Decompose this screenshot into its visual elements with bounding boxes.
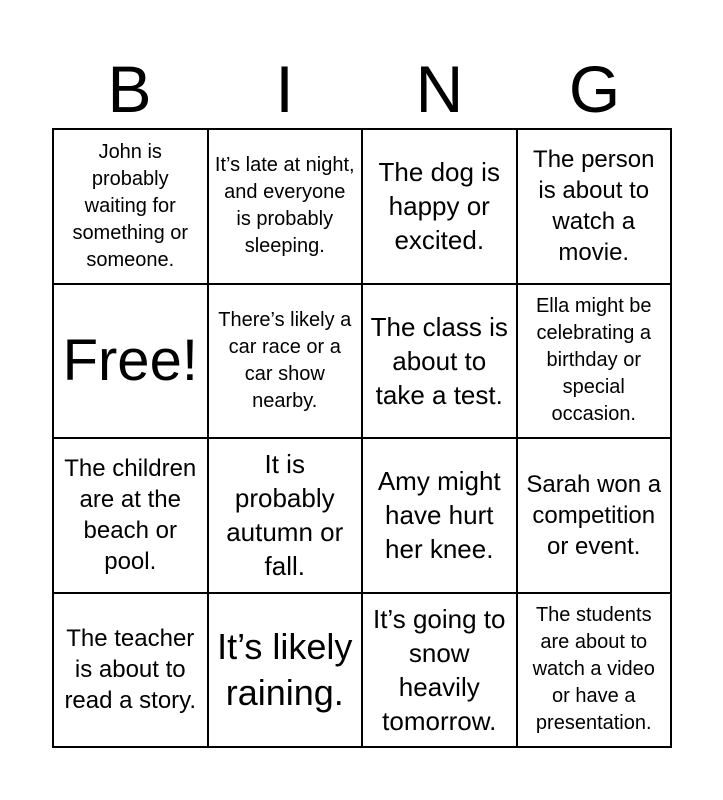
bingo-free-cell[interactable] (54, 285, 209, 440)
bingo-cell[interactable] (54, 130, 209, 285)
bingo-cell[interactable] (209, 130, 364, 285)
bingo-cell[interactable] (209, 285, 364, 440)
header-letter-n: N (415, 52, 464, 126)
bingo-cell-text: Ella might be celebrating a birthday or special occasion. (535, 295, 652, 426)
bingo-cell-text: It’s likely raining. (217, 625, 353, 713)
bingo-cell-text: John is probably waiting for something or someone. (72, 140, 189, 271)
bingo-cell[interactable] (209, 439, 364, 594)
bingo-cell-text: The dog is happy or excited. (378, 157, 500, 256)
header-letter-g: G (568, 52, 621, 126)
bingo-card-grid (52, 128, 672, 748)
bingo-cell[interactable] (363, 594, 518, 749)
bingo-cell-text: The children are at the beach or pool. (64, 455, 197, 576)
header-letter-b: B (107, 52, 152, 126)
bingo-cell[interactable] (363, 285, 518, 440)
bingo-header (52, 52, 672, 126)
bingo-cell[interactable] (363, 439, 518, 594)
bingo-cell[interactable] (54, 594, 209, 749)
bingo-cell-text: Amy might have hurt her knee. (377, 466, 501, 565)
bingo-cell-text: It’s late at night, and everyone is probably sleeping. (214, 154, 355, 258)
bingo-cell[interactable] (363, 130, 518, 285)
bingo-cell-text: The class is about to take a test. (370, 311, 508, 410)
bingo-cell[interactable] (209, 594, 364, 749)
bingo-cell-text: It’s going to snow heavily tomorrow. (372, 603, 506, 736)
bingo-cell-text: The person is about to watch a movie. (533, 146, 655, 267)
bingo-cell[interactable] (518, 439, 673, 594)
bingo-cell-text: Sarah won a competition or event. (526, 470, 662, 560)
bingo-cell-text: The teacher is about to read a story. (64, 625, 197, 715)
bingo-cell-text: It is probably autumn or fall. (226, 449, 344, 582)
bingo-cell[interactable] (518, 285, 673, 440)
bingo-cell-text: Free! (62, 327, 198, 393)
bingo-cell-text: There’s likely a car race or a car show nearby. (218, 308, 352, 412)
header-letter-i: I (275, 52, 294, 126)
bingo-cell[interactable] (54, 439, 209, 594)
bingo-cell[interactable] (518, 130, 673, 285)
bingo-cell-text: The students are about to watch a video or have a presentation. (532, 604, 655, 735)
bingo-cell[interactable] (518, 594, 673, 749)
